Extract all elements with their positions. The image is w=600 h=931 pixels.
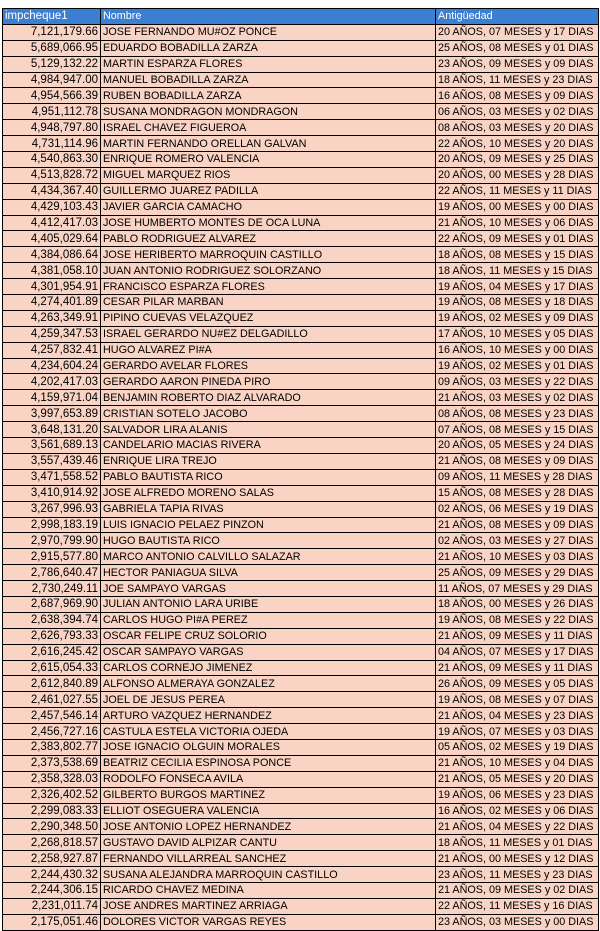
cell-antiguedad[interactable]: 19 AÑOS, 00 MESES y 00 DIAS [436, 199, 599, 215]
cell-antiguedad[interactable]: 21 AÑOS, 10 MESES y 04 DIAS [436, 755, 599, 771]
cell-nombre[interactable]: CARLOS CORNEJO JIMENEZ [101, 660, 436, 676]
cell-nombre[interactable]: JOSE HERIBERTO MARROQUIN CASTILLO [101, 247, 436, 263]
table-row [3, 40, 599, 56]
cell-impcheque1[interactable]: 2,290,348.50 [3, 819, 101, 835]
cell-nombre[interactable]: JOSE HUMBERTO MONTES DE OCA LUNA [101, 215, 436, 231]
cell-impcheque1[interactable]: 2,383,802.77 [3, 739, 101, 755]
table-row [3, 692, 599, 708]
table-row [3, 914, 599, 930]
cell-nombre[interactable]: RODOLFO FONSECA AVILA [101, 771, 436, 787]
table-row [3, 628, 599, 644]
cell-nombre[interactable]: ENRIQUE LIRA TREJO [101, 453, 436, 469]
cell-antiguedad[interactable]: 04 AÑOS, 07 MESES y 17 DIAS [436, 644, 599, 660]
cell-impcheque1[interactable]: 2,244,430.32 [3, 867, 101, 883]
table-row [3, 104, 599, 120]
cell-antiguedad[interactable]: 09 AÑOS, 03 MESES y 22 DIAS [436, 374, 599, 390]
cell-impcheque1[interactable]: 5,689,066.95 [3, 40, 101, 56]
cell-impcheque1[interactable]: 2,299,083.33 [3, 803, 101, 819]
table-row [3, 581, 599, 597]
cell-nombre[interactable]: CANDELARIO MACIAS RIVERA [101, 438, 436, 454]
cell-impcheque1[interactable]: 2,730,249.11 [3, 581, 101, 597]
table-row [3, 342, 599, 358]
table-row [3, 88, 599, 104]
cell-impcheque1[interactable]: 4,263,349.91 [3, 310, 101, 326]
table-row [3, 183, 599, 199]
table-row [3, 819, 599, 835]
table-row [3, 263, 599, 279]
cell-impcheque1[interactable]: 4,948,797.80 [3, 120, 101, 136]
cell-nombre[interactable]: SALVADOR LIRA ALANIS [101, 422, 436, 438]
cell-impcheque1[interactable]: 4,954,566.39 [3, 88, 101, 104]
cell-antiguedad[interactable]: 20 AÑOS, 05 MESES y 24 DIAS [436, 438, 599, 454]
table-row [3, 851, 599, 867]
cell-nombre[interactable]: OSCAR FELIPE CRUZ SOLORIO [101, 628, 436, 644]
cell-nombre[interactable]: ALFONSO ALMERAYA GONZALEZ [101, 676, 436, 692]
cell-antiguedad[interactable]: 18 AÑOS, 00 MESES y 26 DIAS [436, 596, 599, 612]
cell-nombre[interactable]: CESAR PILAR MARBAN [101, 295, 436, 311]
cell-nombre[interactable]: MARTIN FERNANDO ORELLAN GALVAN [101, 136, 436, 152]
cell-nombre[interactable]: GABRIELA TAPIA RIVAS [101, 501, 436, 517]
table-row [3, 56, 599, 72]
table-row [3, 565, 599, 581]
table-row [3, 374, 599, 390]
table-row [3, 533, 599, 549]
cell-antiguedad[interactable]: 21 AÑOS, 10 MESES y 06 DIAS [436, 215, 599, 231]
cell-antiguedad[interactable]: 18 AÑOS, 11 MESES y 23 DIAS [436, 72, 599, 88]
cell-impcheque1[interactable]: 2,461,027.55 [3, 692, 101, 708]
cell-impcheque1[interactable]: 4,540,863.30 [3, 152, 101, 168]
cell-impcheque1[interactable]: 4,731,114.96 [3, 136, 101, 152]
cell-antiguedad[interactable]: 06 AÑOS, 03 MESES y 02 DIAS [436, 104, 599, 120]
cell-nombre[interactable]: DOLORES VICTOR VARGAS REYES [101, 914, 436, 930]
cell-impcheque1[interactable]: 4,259,347.53 [3, 326, 101, 342]
cell-antiguedad[interactable]: 18 AÑOS, 11 MESES y 15 DIAS [436, 263, 599, 279]
table-row [3, 882, 599, 898]
cell-impcheque1[interactable]: 4,274,401.89 [3, 295, 101, 311]
table-row [3, 406, 599, 422]
cell-impcheque1[interactable]: 2,638,394.74 [3, 612, 101, 628]
cell-impcheque1[interactable]: 2,687,969.90 [3, 596, 101, 612]
cell-impcheque1[interactable]: 4,429,103.43 [3, 199, 101, 215]
cell-impcheque1[interactable]: 4,434,367.40 [3, 183, 101, 199]
cell-antiguedad[interactable]: 21 AÑOS, 03 MESES y 02 DIAS [436, 390, 599, 406]
cell-antiguedad[interactable]: 21 AÑOS, 08 MESES y 09 DIAS [436, 517, 599, 533]
cell-nombre[interactable]: HECTOR PANIAGUA SILVA [101, 565, 436, 581]
cell-antiguedad[interactable]: 20 AÑOS, 09 MESES y 25 DIAS [436, 152, 599, 168]
cell-nombre[interactable]: GILBERTO BURGOS MARTINEZ [101, 787, 436, 803]
cell-impcheque1[interactable]: 4,159,971.04 [3, 390, 101, 406]
cell-nombre[interactable]: JAVIER GARCIA CAMACHO [101, 199, 436, 215]
cell-antiguedad[interactable]: 08 AÑOS, 03 MESES y 20 DIAS [436, 120, 599, 136]
cell-nombre[interactable]: FRANCISCO ESPARZA FLORES [101, 279, 436, 295]
cell-antiguedad[interactable]: 05 AÑOS, 02 MESES y 19 DIAS [436, 739, 599, 755]
table-row [3, 898, 599, 914]
table-row [3, 279, 599, 295]
cell-nombre[interactable]: MARCO ANTONIO CALVILLO SALAZAR [101, 549, 436, 565]
cell-antiguedad[interactable]: 19 AÑOS, 02 MESES y 09 DIAS [436, 310, 599, 326]
cell-impcheque1[interactable]: 4,301,954.91 [3, 279, 101, 295]
cell-impcheque1[interactable]: 4,951,112.78 [3, 104, 101, 120]
table-row [3, 835, 599, 851]
cell-impcheque1[interactable]: 4,381,058.10 [3, 263, 101, 279]
cell-antiguedad[interactable]: 26 AÑOS, 09 MESES y 05 DIAS [436, 676, 599, 692]
cell-antiguedad[interactable]: 23 AÑOS, 11 MESES y 23 DIAS [436, 867, 599, 883]
column-header-impcheque1[interactable]: impcheque1 [3, 9, 101, 25]
table-row [3, 708, 599, 724]
cell-nombre[interactable]: MIGUEL MARQUEZ RIOS [101, 167, 436, 183]
cell-nombre[interactable]: EDUARDO BOBADILLA ZARZA [101, 40, 436, 56]
cell-nombre[interactable]: PIPINO CUEVAS VELAZQUEZ [101, 310, 436, 326]
cell-impcheque1[interactable]: 3,561,689.13 [3, 438, 101, 454]
cell-antiguedad[interactable]: 19 AÑOS, 04 MESES y 17 DIAS [436, 279, 599, 295]
cell-nombre[interactable]: ISRAEL CHAVEZ FIGUEROA [101, 120, 436, 136]
cell-antiguedad[interactable]: 20 AÑOS, 00 MESES y 28 DIAS [436, 167, 599, 183]
cell-antiguedad[interactable]: 21 AÑOS, 09 MESES y 11 DIAS [436, 628, 599, 644]
cell-impcheque1[interactable]: 4,234,604.24 [3, 358, 101, 374]
cell-antiguedad[interactable]: 19 AÑOS, 08 MESES y 22 DIAS [436, 612, 599, 628]
cell-antiguedad[interactable]: 21 AÑOS, 04 MESES y 22 DIAS [436, 819, 599, 835]
cell-antiguedad[interactable]: 16 AÑOS, 10 MESES y 00 DIAS [436, 342, 599, 358]
cell-impcheque1[interactable]: 4,984,947.00 [3, 72, 101, 88]
cell-impcheque1[interactable]: 5,129,132.22 [3, 56, 101, 72]
cell-nombre[interactable]: SUSANA ALEJANDRA MARROQUIN CASTILLO [101, 867, 436, 883]
cell-impcheque1[interactable]: 2,175,051.46 [3, 914, 101, 930]
cell-antiguedad[interactable]: 18 AÑOS, 11 MESES y 01 DIAS [436, 835, 599, 851]
table-row [3, 326, 599, 342]
table-row [3, 787, 599, 803]
cell-impcheque1[interactable]: 2,612,840.89 [3, 676, 101, 692]
table-row [3, 612, 599, 628]
table-row [3, 739, 599, 755]
cell-antiguedad[interactable]: 09 AÑOS, 11 MESES y 28 DIAS [436, 469, 599, 485]
cell-impcheque1[interactable]: 4,513,828.72 [3, 167, 101, 183]
cell-antiguedad[interactable]: 19 AÑOS, 08 MESES y 18 DIAS [436, 295, 599, 311]
table-row [3, 72, 599, 88]
table-row [3, 469, 599, 485]
cell-antiguedad[interactable]: 22 AÑOS, 09 MESES y 01 DIAS [436, 231, 599, 247]
table-row [3, 755, 599, 771]
cell-antiguedad[interactable]: 11 AÑOS, 07 MESES y 29 DIAS [436, 581, 599, 597]
cell-nombre[interactable]: JOSE FERNANDO MU#OZ PONCE [101, 24, 436, 40]
table-row [3, 422, 599, 438]
cell-antiguedad[interactable]: 15 AÑOS, 08 MESES y 28 DIAS [436, 485, 599, 501]
cell-antiguedad[interactable]: 23 AÑOS, 09 MESES y 09 DIAS [436, 56, 599, 72]
table-row [3, 501, 599, 517]
cell-impcheque1[interactable]: 2,456,727.16 [3, 724, 101, 740]
cell-nombre[interactable]: BENJAMIN ROBERTO DIAZ ALVARADO [101, 390, 436, 406]
cell-impcheque1[interactable]: 3,648,131.20 [3, 422, 101, 438]
cell-nombre[interactable]: RICARDO CHAVEZ MEDINA [101, 882, 436, 898]
table-row [3, 390, 599, 406]
cell-antiguedad[interactable]: 21 AÑOS, 04 MESES y 23 DIAS [436, 708, 599, 724]
cell-impcheque1[interactable]: 2,231,011.74 [3, 898, 101, 914]
cell-impcheque1[interactable]: 4,405,029.64 [3, 231, 101, 247]
cell-impcheque1[interactable]: 2,616,245.42 [3, 644, 101, 660]
cell-antiguedad[interactable]: 17 AÑOS, 10 MESES y 05 DIAS [436, 326, 599, 342]
cell-nombre[interactable]: ENRIQUE ROMERO VALENCIA [101, 152, 436, 168]
cell-nombre[interactable]: HUGO ALVAREZ PI#A [101, 342, 436, 358]
cell-antiguedad[interactable]: 21 AÑOS, 09 MESES y 11 DIAS [436, 660, 599, 676]
cell-impcheque1[interactable]: 3,410,914.92 [3, 485, 101, 501]
cell-impcheque1[interactable]: 2,358,328.03 [3, 771, 101, 787]
cell-nombre[interactable]: RUBEN BOBADILLA ZARZA [101, 88, 436, 104]
cell-antiguedad[interactable]: 18 AÑOS, 08 MESES y 15 DIAS [436, 247, 599, 263]
cell-antiguedad[interactable]: 23 AÑOS, 03 MESES y 00 DIAS [436, 914, 599, 930]
table-row [3, 136, 599, 152]
table-row [3, 152, 599, 168]
cell-antiguedad[interactable]: 21 AÑOS, 08 MESES y 09 DIAS [436, 453, 599, 469]
cell-impcheque1[interactable]: 2,268,818.57 [3, 835, 101, 851]
cell-impcheque1[interactable]: 2,457,546.14 [3, 708, 101, 724]
cell-nombre[interactable]: CARLOS HUGO PI#A PEREZ [101, 612, 436, 628]
cell-impcheque1[interactable]: 2,244,306.15 [3, 882, 101, 898]
header-row [3, 9, 599, 25]
cell-nombre[interactable]: BEATRIZ CECILIA ESPINOSA PONCE [101, 755, 436, 771]
cell-antiguedad[interactable]: 19 AÑOS, 08 MESES y 07 DIAS [436, 692, 599, 708]
cell-nombre[interactable]: JOEL DE JESUS PEREA [101, 692, 436, 708]
table-row [3, 517, 599, 533]
table-row [3, 231, 599, 247]
table-row [3, 247, 599, 263]
cell-nombre[interactable]: JULIAN ANTONIO LARA URIBE [101, 596, 436, 612]
cell-nombre[interactable]: SUSANA MONDRAGON MONDRAGON [101, 104, 436, 120]
table-row [3, 295, 599, 311]
cell-antiguedad[interactable]: 22 AÑOS, 11 MESES y 16 DIAS [436, 898, 599, 914]
cell-nombre[interactable]: JOSE ANDRES MARTINEZ ARRIAGA [101, 898, 436, 914]
table-row [3, 596, 599, 612]
cell-nombre[interactable]: GUILLERMO JUAREZ PADILLA [101, 183, 436, 199]
cell-nombre[interactable]: JOSE ALFREDO MORENO SALAS [101, 485, 436, 501]
cell-antiguedad[interactable]: 07 AÑOS, 08 MESES y 15 DIAS [436, 422, 599, 438]
cell-nombre[interactable]: GERARDO AARON PINEDA PIRO [101, 374, 436, 390]
cell-nombre[interactable]: ELLIOT OSEGUERA VALENCIA [101, 803, 436, 819]
cell-nombre[interactable]: JOE SAMPAYO VARGAS [101, 581, 436, 597]
table-row [3, 167, 599, 183]
cell-antiguedad[interactable]: 21 AÑOS, 09 MESES y 02 DIAS [436, 882, 599, 898]
cell-nombre[interactable]: JOSE IGNACIO OLGUIN MORALES [101, 739, 436, 755]
table-row [3, 358, 599, 374]
column-header-nombre[interactable]: Nombre [101, 9, 436, 25]
table-row [3, 199, 599, 215]
cell-impcheque1[interactable]: 3,267,996.93 [3, 501, 101, 517]
cell-impcheque1[interactable]: 2,970,799.90 [3, 533, 101, 549]
cell-antiguedad[interactable]: 21 AÑOS, 05 MESES y 20 DIAS [436, 771, 599, 787]
cell-antiguedad[interactable]: 20 AÑOS, 07 MESES y 17 DIAS [436, 24, 599, 40]
cell-impcheque1[interactable]: 4,412,417.03 [3, 215, 101, 231]
cell-nombre[interactable]: PABLO BAUTISTA RICO [101, 469, 436, 485]
cell-impcheque1[interactable]: 7,121,179.66 [3, 24, 101, 40]
cell-nombre[interactable]: CRISTIAN SOTELO JACOBO [101, 406, 436, 422]
cell-nombre[interactable]: ISRAEL GERARDO NU#EZ DELGADILLO [101, 326, 436, 342]
cell-antiguedad[interactable]: 25 AÑOS, 08 MESES y 01 DIAS [436, 40, 599, 56]
table-row [3, 120, 599, 136]
cell-antiguedad[interactable]: 22 AÑOS, 11 MESES y 11 DIAS [436, 183, 599, 199]
table-row [3, 724, 599, 740]
cell-impcheque1[interactable]: 4,384,086.64 [3, 247, 101, 263]
cell-antiguedad[interactable]: 16 AÑOS, 02 MESES y 06 DIAS [436, 803, 599, 819]
table-row [3, 215, 599, 231]
cell-nombre[interactable]: LUIS IGNACIO PELAEZ PINZON [101, 517, 436, 533]
cell-impcheque1[interactable]: 2,626,793.33 [3, 628, 101, 644]
table-row [3, 644, 599, 660]
cell-impcheque1[interactable]: 2,915,577.80 [3, 549, 101, 565]
cell-antiguedad[interactable]: 21 AÑOS, 00 MESES y 12 DIAS [436, 851, 599, 867]
cell-antiguedad[interactable]: 02 AÑOS, 03 MESES y 27 DIAS [436, 533, 599, 549]
table-row [3, 676, 599, 692]
cell-nombre[interactable]: MANUEL BOBADILLA ZARZA [101, 72, 436, 88]
cell-antiguedad[interactable]: 19 AÑOS, 07 MESES y 03 DIAS [436, 724, 599, 740]
cell-antiguedad[interactable]: 22 AÑOS, 10 MESES y 20 DIAS [436, 136, 599, 152]
table-row [3, 453, 599, 469]
cell-antiguedad[interactable]: 16 AÑOS, 08 MESES y 09 DIAS [436, 88, 599, 104]
cell-nombre[interactable]: FERNANDO VILLARREAL SANCHEZ [101, 851, 436, 867]
cell-antiguedad[interactable]: 02 AÑOS, 06 MESES y 19 DIAS [436, 501, 599, 517]
cell-impcheque1[interactable]: 2,373,538.69 [3, 755, 101, 771]
cell-impcheque1[interactable]: 4,202,417.03 [3, 374, 101, 390]
cell-nombre[interactable]: OSCAR SAMPAYO VARGAS [101, 644, 436, 660]
cell-nombre[interactable]: HUGO BAUTISTA RICO [101, 533, 436, 549]
cell-antiguedad[interactable]: 21 AÑOS, 10 MESES y 03 DIAS [436, 549, 599, 565]
table-row [3, 803, 599, 819]
spreadsheet-table [2, 8, 599, 931]
cell-nombre[interactable]: ARTURO VAZQUEZ HERNANDEZ [101, 708, 436, 724]
table-row [3, 485, 599, 501]
table-row [3, 24, 599, 40]
cell-nombre[interactable]: CASTULA ESTELA VICTORIA OJEDA [101, 724, 436, 740]
table-row [3, 660, 599, 676]
cell-nombre[interactable]: JUAN ANTONIO RODRIGUEZ SOLORZANO [101, 263, 436, 279]
column-header-antiguedad[interactable]: Antigüedad [436, 9, 599, 25]
cell-antiguedad[interactable]: 25 AÑOS, 09 MESES y 29 DIAS [436, 565, 599, 581]
cell-impcheque1[interactable]: 3,471,558.52 [3, 469, 101, 485]
cell-nombre[interactable]: GUSTAVO DAVID ALPIZAR CANTU [101, 835, 436, 851]
cell-nombre[interactable]: JOSE ANTONIO LOPEZ HERNANDEZ [101, 819, 436, 835]
cell-impcheque1[interactable]: 4,257,832.41 [3, 342, 101, 358]
cell-antiguedad[interactable]: 19 AÑOS, 02 MESES y 01 DIAS [436, 358, 599, 374]
cell-antiguedad[interactable]: 08 AÑOS, 08 MESES y 23 DIAS [436, 406, 599, 422]
cell-nombre[interactable]: GERARDO AVELAR FLORES [101, 358, 436, 374]
table-row [3, 438, 599, 454]
cell-impcheque1[interactable]: 2,615,054.33 [3, 660, 101, 676]
cell-impcheque1[interactable]: 2,998,183.19 [3, 517, 101, 533]
table-body [3, 24, 599, 930]
cell-nombre[interactable]: PABLO RODRIGUEZ ALVAREZ [101, 231, 436, 247]
cell-impcheque1[interactable]: 3,997,653.89 [3, 406, 101, 422]
table-row [3, 771, 599, 787]
cell-impcheque1[interactable]: 3,557,439.46 [3, 453, 101, 469]
cell-nombre[interactable]: MARTIN ESPARZA FLORES [101, 56, 436, 72]
cell-impcheque1[interactable]: 2,786,640.47 [3, 565, 101, 581]
table-row [3, 310, 599, 326]
cell-antiguedad[interactable]: 19 AÑOS, 06 MESES y 23 DIAS [436, 787, 599, 803]
cell-impcheque1[interactable]: 2,326,402.52 [3, 787, 101, 803]
cell-impcheque1[interactable]: 2,258,927.87 [3, 851, 101, 867]
table-row [3, 549, 599, 565]
table-row [3, 867, 599, 883]
